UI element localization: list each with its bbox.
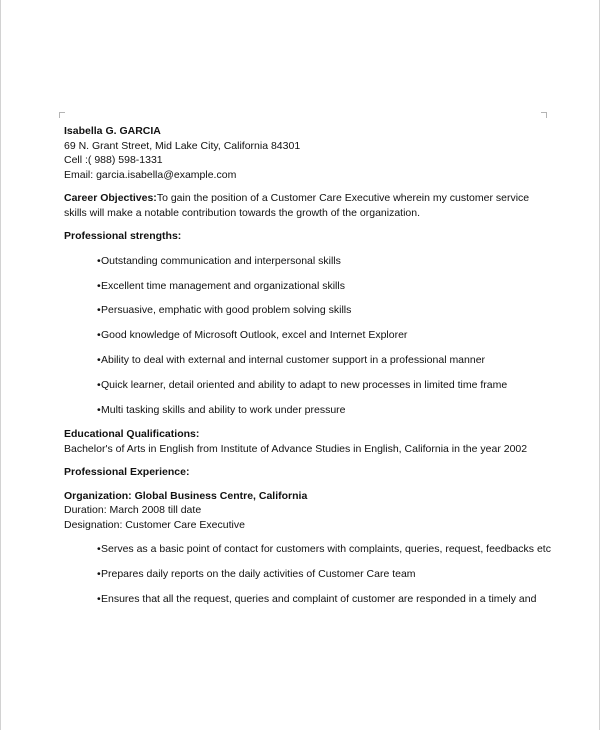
- strength-item: • Persuasive, emphatic with good problem solving skills: [97, 304, 352, 317]
- education-heading: Educational Qualifications:: [64, 428, 200, 441]
- strength-item: • Multi tasking skills and ability to work under pressure: [97, 403, 346, 416]
- experience-list: [64, 542, 551, 606]
- experience-item: • Serves as a basic point of contact for customers with complaints, queries, request, feedbacks etc: [97, 543, 551, 556]
- applicant-cell: Cell :( 988) 598-1331: [64, 154, 163, 166]
- career-objectives-label: Career Objectives:: [64, 192, 157, 204]
- applicant-name: Isabella G. GARCIA: [64, 125, 161, 137]
- education-text: Bachelor's of Arts in English from Institute of Advance Studies in English, California in the year 2002: [64, 442, 528, 455]
- applicant-email: Email: garcia.isabella@example.com: [64, 168, 237, 181]
- strength-item: • Quick learner, detail oriented and ability to adapt to new processes in limited time frame: [97, 378, 508, 391]
- strength-item: • Outstanding communication and interpersonal skills: [97, 254, 341, 267]
- experience-item: • Prepares daily reports on the daily activities of Customer Care team: [97, 568, 416, 581]
- experience-item: • Ensures that all the request, queries and complaint of customer are responded in a timely and: [97, 592, 537, 605]
- experience-designation: Designation: Customer Care Executive: [64, 518, 245, 531]
- applicant-address: 69 N. Grant Street, Mid Lake City, California 84301: [64, 139, 301, 152]
- strength-item: • Good knowledge of Microsoft Outlook, excel and Internet Explorer: [97, 329, 408, 342]
- experience-duration: Duration: March 2008 till date: [64, 504, 202, 517]
- career-objectives-text: To gain the position of a Customer Care Executive wherein my customer service skills will make a notable contribution towards the growth of the organization.: [64, 192, 530, 219]
- experience-heading: Professional Experience:: [64, 466, 190, 479]
- resume-content: [64, 124, 551, 606]
- career-objectives: [64, 191, 544, 220]
- strength-item: • Excellent time management and organizational skills: [97, 279, 345, 292]
- strengths-heading: Professional strengths:: [64, 230, 182, 242]
- strength-item: • Ability to deal with external and internal customer support in a professional manner: [97, 353, 486, 366]
- page-margin-corner-top-left: [59, 112, 65, 118]
- strengths-list: [64, 254, 544, 417]
- experience-organization: Organization: Global Business Centre, California: [64, 489, 308, 502]
- page-margin-corner-top-right: [541, 112, 547, 118]
